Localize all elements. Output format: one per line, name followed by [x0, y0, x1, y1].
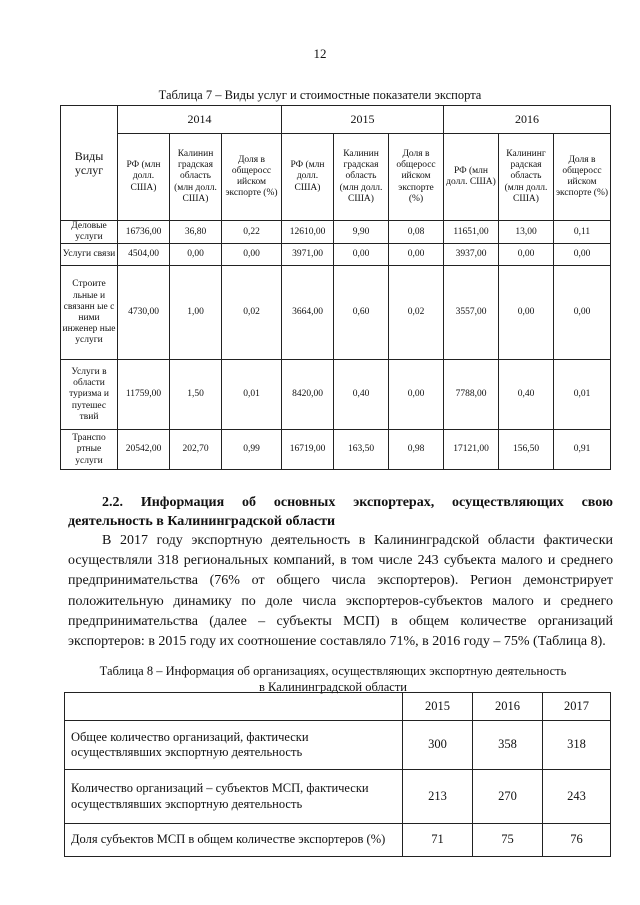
table7-caption: Таблица 7 – Виды услуг и стоимостные показатели экспорта: [158, 88, 482, 102]
table7-value-cell: 0,02: [389, 266, 444, 360]
table7-value-cell: 0,00: [499, 244, 554, 266]
table8-caption-line2: в Калининградской области: [259, 679, 407, 694]
table7-value-cell: 17121,00: [444, 430, 499, 470]
table7-value-cell: 0,00: [334, 244, 389, 266]
table7-value-cell: 0,02: [222, 266, 282, 360]
table8-year-header: 2017: [543, 693, 611, 721]
section-title-word: Информация: [140, 495, 225, 510]
table7-service-name: Услуги связи: [61, 244, 118, 266]
table7-year-header: 2015: [282, 106, 444, 134]
page-number: 12: [313, 46, 327, 61]
table8-row-label: Общее количество организаций, фактически осуществлявших экспортную деятельность: [65, 721, 403, 770]
table7-value-cell: 202,70: [170, 430, 222, 470]
table8-row: [65, 721, 611, 770]
table7-value-cell: 0,01: [554, 360, 611, 430]
table7-value-cell: 4730,00: [118, 266, 170, 360]
table7-value-cell: 20542,00: [118, 430, 170, 470]
table7-subheader: РФ (млн долл. США): [118, 134, 170, 221]
table7-value-cell: 3971,00: [282, 244, 334, 266]
table7-service-name: Транспо ртные услуги: [61, 430, 118, 470]
table8-row-label: Количество организаций – субъектов МСП, фактически осуществлявших экспортную деятельность: [65, 770, 403, 824]
table7-row-header: Виды услуг: [61, 106, 118, 221]
table7-row: [61, 266, 611, 360]
table7-value-cell: 0,00: [554, 266, 611, 360]
table7-value-cell: 4504,00: [118, 244, 170, 266]
table8: [64, 692, 611, 857]
table7-value-cell: 3557,00: [444, 266, 499, 360]
section-number: 2.2.: [102, 495, 123, 510]
section-paragraph: В 2017 году экспортную деятельность в Калининградской области фактически осуществляли 318 региональных компаний, в том числе 243 субъекта малого и среднего предпринимательства (76% от общего числа экспортеров). Регион демонстрирует положительную динамику по доле числа экспортеров-субъектов малого и среднего предпринимательства (далее – субъекты МСП) в общем количестве организаций экспортеров: в 2015 году их соотношение составляло 71%, в 2016 году – 75% (Таблица 8).: [68, 533, 613, 650]
section-title-word: об: [242, 495, 257, 510]
section-title-line2: деятельность в Калининградской области: [68, 514, 336, 529]
table7-subheader: Доля в общеросс ийском экспорте (%): [389, 134, 444, 221]
table8-value-cell: 75: [473, 824, 543, 857]
table7-value-cell: 13,00: [499, 221, 554, 244]
table7-value-cell: 9,90: [334, 221, 389, 244]
table8-row: [65, 770, 611, 824]
section-title-word: экспортерах,: [353, 495, 435, 510]
table8-corner-cell: [65, 693, 403, 721]
table7-value-cell: 0,00: [554, 244, 611, 266]
table7-year-header: 2014: [118, 106, 282, 134]
table8-value-cell: 243: [543, 770, 611, 824]
table7-row: [61, 244, 611, 266]
table8-value-cell: 76: [543, 824, 611, 857]
table7-value-cell: 12610,00: [282, 221, 334, 244]
table8-year-header: 2015: [403, 693, 473, 721]
table7-subheader: РФ (млн долл. США): [444, 134, 499, 221]
table7-value-cell: 0,08: [389, 221, 444, 244]
table7-value-cell: 0,00: [222, 244, 282, 266]
table7-value-cell: 0,60: [334, 266, 389, 360]
section-title-word: свою: [581, 495, 613, 510]
table7-value-cell: 11759,00: [118, 360, 170, 430]
table7-value-cell: 7788,00: [444, 360, 499, 430]
table7-subheader: Калинин градская область (млн долл. США): [170, 134, 222, 221]
table8-caption-line1: Таблица 8 – Информация об организациях, осуществляющих экспортную деятельность: [99, 664, 567, 678]
table7: [60, 105, 611, 470]
table7-service-name: Строите льные и связанн ые с ними инженер ные услуги: [61, 266, 118, 360]
table8-value-cell: 318: [543, 721, 611, 770]
table8-caption: [68, 664, 598, 695]
table8-value-cell: 358: [473, 721, 543, 770]
table7-value-cell: 0,99: [222, 430, 282, 470]
section-heading: [68, 493, 613, 531]
section-title-word: основных: [273, 495, 336, 510]
table7-value-cell: 1,50: [170, 360, 222, 430]
table7-value-cell: 0,40: [334, 360, 389, 430]
table8-value-cell: 300: [403, 721, 473, 770]
table7-value-cell: 156,50: [499, 430, 554, 470]
table7-value-cell: 0,00: [389, 244, 444, 266]
table7-subheader: Доля в общеросс ийском экспорте (%): [222, 134, 282, 221]
table7-subheader: Калининг радская область (млн долл. США): [499, 134, 554, 221]
table7-value-cell: 16719,00: [282, 430, 334, 470]
table7-service-name: Деловые услуги: [61, 221, 118, 244]
table7-value-cell: 11651,00: [444, 221, 499, 244]
table7-value-cell: 0,11: [554, 221, 611, 244]
table8-row-label: Доля субъектов МСП в общем количестве экспортеров (%): [65, 824, 403, 857]
table7-year-header: 2016: [444, 106, 611, 134]
table7-row: [61, 430, 611, 470]
table7-value-cell: 0,00: [389, 360, 444, 430]
table8-row: [65, 824, 611, 857]
table7-value-cell: 8420,00: [282, 360, 334, 430]
table7-value-cell: 1,00: [170, 266, 222, 360]
table7-value-cell: 0,01: [222, 360, 282, 430]
table8-value-cell: 213: [403, 770, 473, 824]
table7-subheader: РФ (млн долл. США): [282, 134, 334, 221]
table7-value-cell: 3937,00: [444, 244, 499, 266]
table7-value-cell: 16736,00: [118, 221, 170, 244]
table7-value-cell: 0,00: [170, 244, 222, 266]
table7-row: [61, 360, 611, 430]
table7-value-cell: 0,98: [389, 430, 444, 470]
table8-year-header: 2016: [473, 693, 543, 721]
table8-value-cell: 270: [473, 770, 543, 824]
table7-value-cell: 0,40: [499, 360, 554, 430]
table7-value-cell: 0,00: [499, 266, 554, 360]
table7-value-cell: 36,80: [170, 221, 222, 244]
table7-subheader: Калинин градская область (млн долл. США): [334, 134, 389, 221]
table7-value-cell: 3664,00: [282, 266, 334, 360]
table7-value-cell: 0,22: [222, 221, 282, 244]
table8-value-cell: 71: [403, 824, 473, 857]
table7-value-cell: 163,50: [334, 430, 389, 470]
table7-row: [61, 221, 611, 244]
section-title-word: осуществляющих: [452, 495, 564, 510]
table7-service-name: Услуги в области туризма и путешес твий: [61, 360, 118, 430]
table7-subheader: Доля в общеросс ийском экспорте (%): [554, 134, 611, 221]
table7-value-cell: 0,91: [554, 430, 611, 470]
